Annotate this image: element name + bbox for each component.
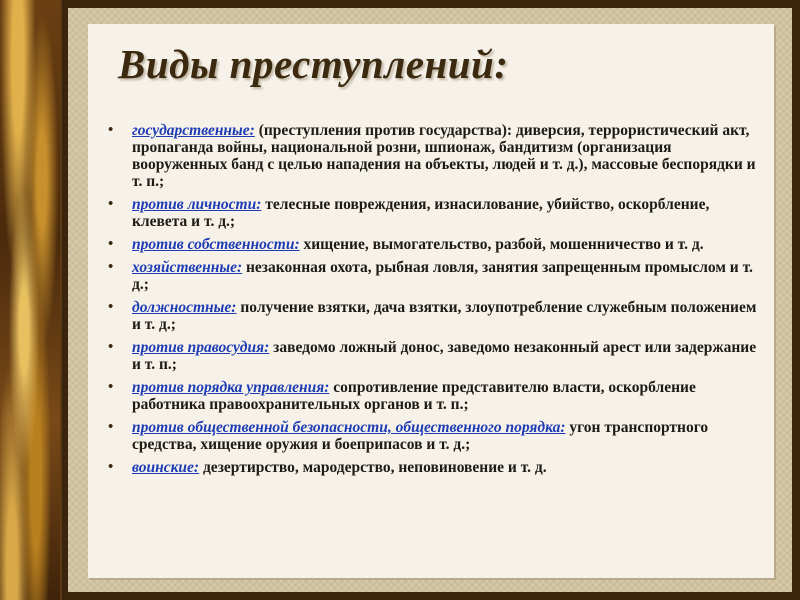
item-text: телесные повреждения, изнасилование, убийство, оскорбление, клевета и т. д.; — [132, 196, 710, 230]
bullet-icon: • — [108, 236, 114, 252]
item-term: государственные: — [132, 122, 255, 139]
item-text: хищение, вымогательство, разбой, мошенничество и т. д. — [299, 236, 704, 253]
bullet-icon: • — [108, 259, 114, 275]
crime-types-list — [108, 122, 764, 482]
list-item — [108, 459, 764, 476]
item-term: хозяйственные: — [132, 259, 243, 276]
item-text: получение взятки, дача взятки, злоупотребление служебным положением и т. д.; — [132, 299, 757, 333]
list-item — [108, 379, 764, 413]
item-term: должностные: — [132, 299, 237, 316]
item-text: (преступления против государства): диверсия, террористический акт, пропаганда войны, национальной розни, шпионаж, бандитизм (организация вооруженных банд с целью нападения на объекты, людей и т. д.), массовые беспорядки и т. п.; — [132, 122, 756, 190]
item-text: угон транспортного средства, хищение оружия и боеприпасов и т. д.; — [132, 419, 709, 453]
bullet-icon: • — [108, 459, 114, 475]
list-item — [108, 236, 764, 253]
item-term: против личности: — [132, 196, 262, 213]
list-item — [108, 299, 764, 333]
list-item — [108, 419, 764, 453]
item-term: воинские: — [132, 459, 200, 476]
item-text: заведомо ложный донос, заведомо незаконный арест или задержание и т. п.; — [132, 339, 757, 373]
list-item — [108, 196, 764, 230]
item-term: против правосудия: — [132, 339, 270, 356]
item-term: против порядка управления: — [132, 379, 330, 396]
decorative-leaf-strip — [0, 0, 60, 600]
bullet-icon: • — [108, 419, 114, 435]
bullet-icon: • — [108, 339, 114, 355]
list-item — [108, 122, 764, 190]
bullet-icon: • — [108, 299, 114, 315]
item-term: против собственности: — [132, 236, 300, 253]
item-term: против общественной безопасности, общественного порядка: — [132, 419, 566, 436]
list-item — [108, 339, 764, 373]
bullet-icon: • — [108, 196, 114, 212]
slide-title: Виды преступлений: — [118, 41, 509, 87]
bullet-icon: • — [108, 122, 114, 138]
list-item — [108, 259, 764, 293]
item-text: сопротивление представителю власти, оскорбление работника правоохранительных органов и т. п.; — [132, 379, 696, 413]
item-text: дезертирство, мародерство, неповиновение и т. д. — [199, 459, 547, 476]
item-text: незаконная охота, рыбная ловля, занятия запрещенным промыслом и т. д.; — [132, 259, 753, 293]
bullet-icon: • — [108, 379, 114, 395]
